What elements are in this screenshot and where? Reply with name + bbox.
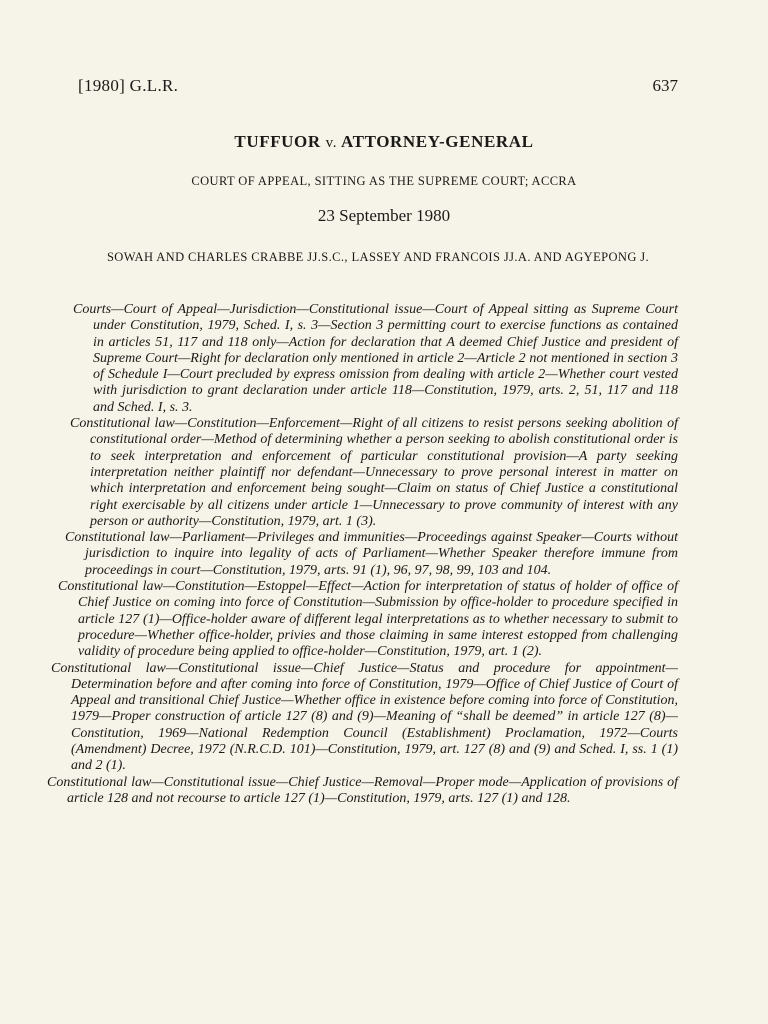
catchword-paragraph: Constitutional law—Constitution—Enforcement—Right of all citizens to resist persons seeking abolition of constitutional order—Method of determining whether a person seeking to abolish constitutional order is to seek interpretation and enforcement of particular constitutional provision—A party seeking interpretation neither plaintiff nor defendant—Unnecessary to prove personal interest in matter on which interpretation and enforcement being sought—Claim on status of Chief Justice a constitutional right exercisable by all citizens under article 1—Unnecessary to prove community of interest with any person or authority—Constitution, 1979, art. 1 (3). [70,416,678,529]
versus-label: v. [325,135,338,151]
page-number: 637 [652,76,678,95]
judges-line: SOWAH AND CHARLES CRABBE JJ.S.C., LASSEY AND FRANCOIS JJ.A. AND AGYEPONG J. [106,250,650,264]
catchword-paragraph: Constitutional law—Parliament—Privileges and immunities—Proceedings against Speaker—Courts without jurisdiction to inquire into legality of acts of Parliament—Whether Speaker therefore immune from proceedings in court—Constitution, 1979, arts. 91 (1), 96, 97, 98, 99, 103 and 104. [65,530,678,578]
catchword-paragraph: Constitutional law—Constitution—Estoppel—Effect—Action for interpretation of status of holder of office of Chief Justice on coming into force of Constitution—Submission by office-holder to procedure specified in article 127 (1)—Office-holder aware of different legal interpretations as to whether necessary to submit to procedure—Whether office-holder, privies and those claiming in same interest estopped from challenging validity of procedure being applied to office-holder—Constitution, 1979, art. 1 (2). [58,579,678,660]
catchword-paragraph: Courts—Court of Appeal—Jurisdiction—Constitutional issue—Court of Appeal sitting as Supreme Court under Constitution, 1979, Sched. I, s. 3—Section 3 permitting court to exercise functions as contained in articles 51, 117 and 118 only—Action for declaration that A deemed Chief Justice and president of Supreme Court—Right for declaration only mentioned in article 2—Article 2 not mentioned in section 3 of Schedule I—Court precluded by express omission from dealing with article 2—Whether court vested with jurisdiction to grant declaration under article 118—Constitution, 1979, arts. 2, 51, 117 and 118 and Sched. I, s. 3. [73,302,678,415]
report-citation: [1980] G.L.R. [78,76,179,95]
catchword-paragraph: Constitutional law—Constitutional issue—Chief Justice—Removal—Proper mode—Application of provisions of article 128 and not recourse to article 127 (1)—Constitution, 1979, arts. 127 (1) and 128. [47,774,678,806]
catchwords [47,302,678,807]
defendant-name: ATTORNEY-GENERAL [341,132,534,151]
court-line: COURT OF APPEAL, SITTING AS THE SUPREME COURT; ACCRA [191,174,577,188]
running-head [78,76,678,98]
case-title [0,132,768,152]
decision-date: 23 September 1980 [317,206,451,225]
catchword-paragraph: Constitutional law—Constitutional issue—Chief Justice—Status and procedure for appointment—Determination before and after coming into force of Constitution, 1979—Office of Chief Justice of Court of Appeal and transitional Chief Justice—Whether office in existence before coming into force of Constitution, 1979—Proper construction of article 127 (8) and (9)—Meaning of “shall be deemed” in article 127 (8)—Constitution, 1969—National Redemption Council (Establishment) Proclamation, 1972—Courts (Amendment) Decree, 1972 (N.R.C.D. 101)—Constitution, 1979, art. 127 (8) and (9) and Sched. I, ss. 1 (1) and 2 (1). [51,660,678,774]
plaintiff-name: TUFFUOR [234,132,321,151]
